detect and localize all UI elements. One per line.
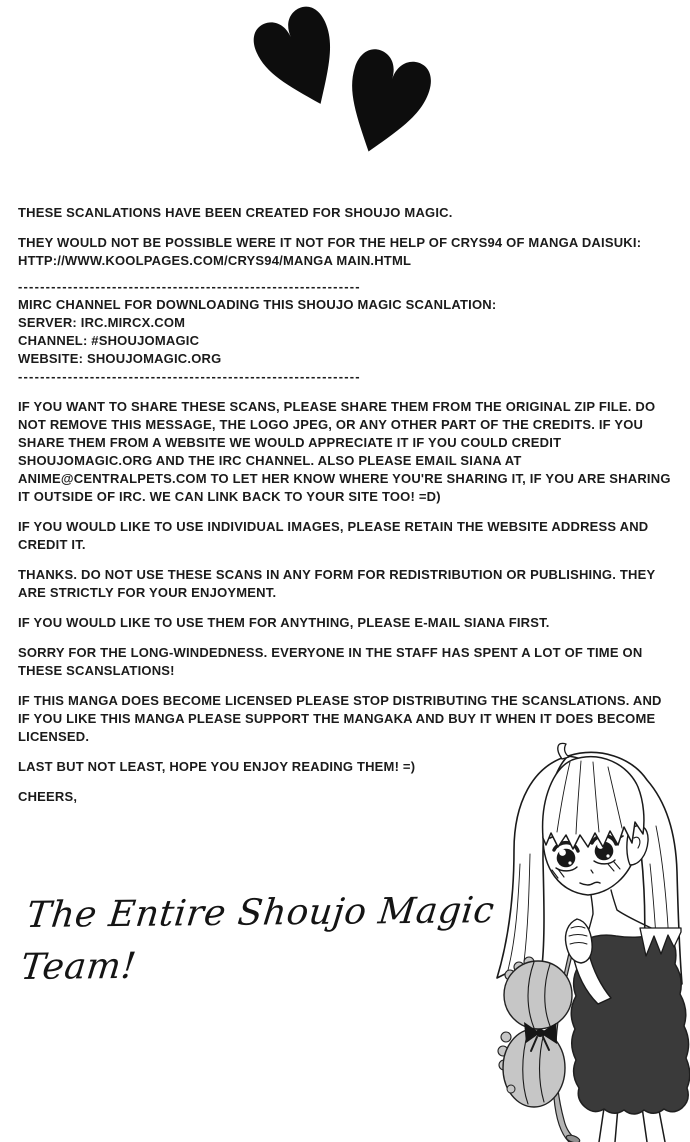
mirc-server: SERVER: IRC.MIRCX.COM — [18, 315, 186, 330]
mirc-heading: MIRC CHANNEL FOR DOWNLOADING THIS SHOUJO MAGIC SCANLATION: — [18, 297, 497, 312]
dashed-divider: -------------------------------------------------------------- — [18, 279, 361, 294]
manga-girl-holding-bra-illustration — [480, 742, 690, 1142]
hearts-decoration — [0, 0, 690, 210]
para-created-for: THESE SCANLATIONS HAVE BEEN CREATED FOR SHOUJO MAGIC. — [18, 205, 453, 220]
bra-upper-cup — [504, 961, 572, 1029]
mirc-channel: CHANNEL: #SHOUJOMAGIC — [18, 333, 200, 348]
team-signature: The Entire Shoujo Magic Team! — [18, 890, 497, 989]
para-help-credit: THEY WOULD NOT BE POSSIBLE WERE IT NOT FOR THE HELP OF CRYS94 OF MANGA DAISUKI: HTTP://WWW.KOOLPAGES.COM/CRYS94/MANGA MAIN.HTML — [18, 235, 642, 268]
para-individual-images: IF YOU WOULD LIKE TO USE INDIVIDUAL IMAGES, PLEASE RETAIN THE WEBSITE ADDRESS AND CREDIT IT. — [18, 519, 649, 552]
para-email-first: IF YOU WOULD LIKE TO USE THEM FOR ANYTHING, PLEASE E-MAIL SIANA FIRST. — [18, 615, 550, 630]
para-enjoy: LAST BUT NOT LEAST, HOPE YOU ENJOY READING THEM! =) — [18, 759, 416, 774]
dashed-divider: -------------------------------------------------------------- — [18, 369, 361, 384]
mirc-website: WEBSITE: SHOUJOMAGIC.ORG — [18, 351, 222, 366]
para-long-windedness: SORRY FOR THE LONG-WINDEDNESS. EVERYONE IN THE STAFF HAS SPENT A LOT OF TIME ON THESE SCANSLATIONS! — [18, 645, 643, 678]
para-no-redistribution: THANKS. DO NOT USE THESE SCANS IN ANY FORM FOR REDISTRIBUTION OR PUBLISHING. THEY ARE STRICTLY FOR YOUR ENJOYMENT. — [18, 567, 656, 600]
para-licensed: IF THIS MANGA DOES BECOME LICENSED PLEASE STOP DISTRIBUTING THE SCANSLATIONS. AND IF YOU LIKE THIS MANGA PLEASE SUPPORT THE MANGAKA AND BUY IT WHEN IT DOES BECOME LICENSED. — [18, 693, 662, 744]
para-sharing-rules: IF YOU WANT TO SHARE THESE SCANS, PLEASE SHARE THEM FROM THE ORIGINAL ZIP FILE. DO NOT REMOVE THIS MESSAGE, THE LOGO JPEG, OR ANY OTHER PART OF THE CREDITS. IF YOU SHARE THEM FROM A WEBSITE WE WOULD APPRECIATE IT IF YOU COULD CREDIT SHOUJOMAGIC.ORG AND THE IRC CHANNEL. ALSO PLEASE EMAIL SIANA AT ANIME@CENTRALPETS.COM TO LET HER KNOW WHERE YOU'RE SHARING IT, IF YOU ARE SHARING IT OUTSIDE OF IRC. WE CAN LINK BACK TO YOUR SITE TOO! =D) — [18, 399, 671, 504]
ahoge — [558, 743, 569, 759]
para-cheers: CHEERS, — [18, 789, 78, 804]
bra — [498, 953, 581, 1142]
